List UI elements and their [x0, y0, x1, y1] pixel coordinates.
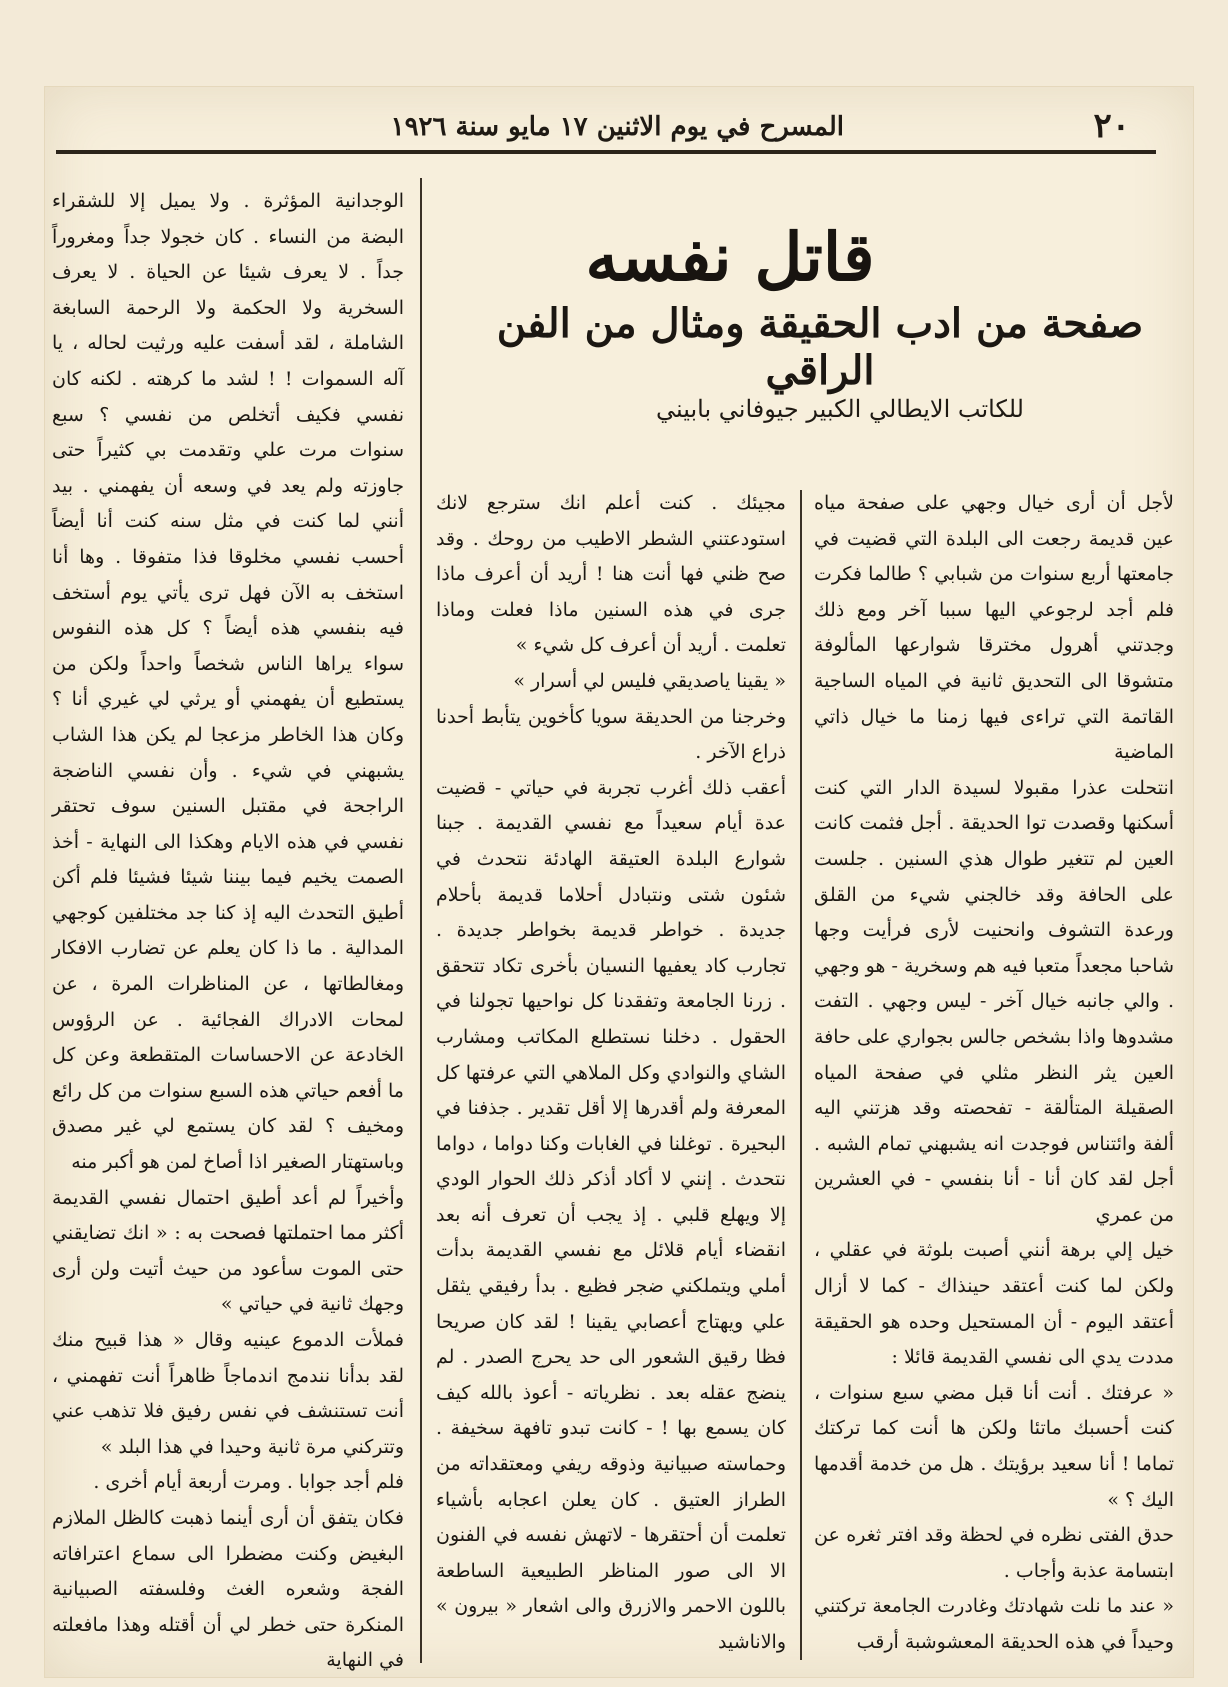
paragraph: فكان يتفق أن أرى أينما ذهبت كالظل الملازم البغيض وكنت مضطرا الى سماع اعترافاته الفجة وشعره الغث وفلسفته الصبيانية المنكرة حتى خطر لي أن أقتله وهذا مافعلته في النهاية — [52, 1506, 404, 1672]
paragraph: وخرجنا من الحديقة سويا كأخوين يتأبط أحدنا ذراع الآخر . — [436, 705, 786, 764]
paragraph: حدق الفتى نظره في لحظة وقد افتر ثغره عن ابتسامة عذبة وأجاب . — [814, 1524, 1174, 1582]
paragraph: « عند ما نلت شهادتك وغادرت الجامعة تركتني وحيداً في هذه الحديقة المعشوشبة أرقب — [814, 1595, 1174, 1653]
paragraph: « يقينا ياصديقي فليس لي أسرار » — [513, 669, 786, 692]
paragraph: الوجدانية المؤثرة . ولا يميل إلا للشقراء البضة من النساء . كان خجولا جداً ومغروراً جداً . لا يعرف شيئا عن الحياة . لا يعرف السخرية ولا الحكمة ولا الرحمة السابغة الشاملة ، لقد أسفت عليه ورثيت لحاله ، يا آله السموات ! ! لشد ما كرهته . لكنه كان نفسي فكيف أتخلص من نفسي ؟ سبع سنوات مرت علي وتقدمت بي كثيراً حتى جاوزته ولم يعد في وسعه أن يفهمني . بيد أنني لما كنت في مثل سنه كنت أنا أيضاً أحسب نفسي مخلوقا فذا متفوقا . وها أنا استخف به الآن فهل ترى يأتي يوم أستخف فيه بنفسي هذه أيضاً ؟ كل هذه النفوس سواء يراها الناس شخصاً واحداً ولكن من يستطيع أن يفهمني أو يرثي لي غيري أنا ؟ وكان هذا الخاطر مزعجا لم يكن هذا الشاب يشبهني في شيء . وأن نفسي الناضجة الراجحة في مقتبل السنين سوف تحتقر نفسي في هذه الايام وهكذا الى النهاية - أخذ الصمت يخيم فيما بيننا شيئا فشيئا فلم أكن أطيق التحدث اليه إذ كنا جد مختلفين كوجهي المدالية . ما ذا كان يعلم عن تضارب الافكار ومغالطاتها ، عن المناظرات المرة ، عن لمحات الادراك الفجائية . عن الرؤوس الخادعة عن الاحساسات المتقطعة وعن كل ما أفعم حياتي هذه السبع سنوات من كل رائع ومخيف ؟ لقد كان يستمع لي غير مصدق وباستهتار الصغير اذا أصاخ لمن هو أكبر منه — [52, 190, 404, 1174]
column-right — [814, 486, 1174, 1661]
article-subtitle: صفحة من ادب الحقيقة ومثال من الفن الراقي — [496, 300, 1144, 394]
column-left — [52, 184, 404, 1679]
article-title: قاتل نفسه — [585, 218, 875, 296]
running-head: المسرح في يوم الاثنين ١٧ مايو سنة ١٩٢٦ — [390, 112, 844, 142]
paragraph: وأخيراً لم أعد أطيق احتمال نفسي القديمة أكثر مما احتملتها فصحت به : « انك تضايقني حتى الموت سأعود من حيث أتيت ولن أرى وجهك ثانية في حياتي » — [52, 1186, 404, 1316]
paragraph: لأجل أن أرى خيال وجهي على صفحة مياه عين قديمة رجعت الى البلدة التي قضيت في جامعتها أربع سنوات من شبابي ؟ طالما فكرت فلم أجد لرجوعي اليها سببا آخر ومع ذلك وجدتني أهرول مخترقا شوارعها المألوفة متشوقا الى التحديق ثانية في المياه الساجية القاتمة التي تراءى فيها زمنا ما خيال ذاتي الماضية — [814, 492, 1174, 764]
page-header — [44, 106, 1144, 146]
column-divider — [800, 490, 802, 1660]
column-divider — [420, 178, 422, 1663]
paragraph: أعقب ذلك أغرب تجربة في حياتي - قضيت عدة أيام سعيداً مع نفسي القديمة . جبنا شوارع البلدة العتيقة الهادئة نتحدث في شئون شتى ونتبادل أحلاما قديمة بأحلام جديدة . خواطر قديمة بخواطر جديدة . تجارب كاد يعفيها النسيان بأخرى تكاد تتحقق . زرنا الجامعة وتفقدنا كل نواحيها تجولنا في الحقول . دخلنا نستطلع المكاتب ومشارب الشاي والنوادي وكل الملاهي التي عرفتها كل المعرفة ولم أقدرها إلا أقل تقدير . جذفنا في البحيرة . توغلنا في الغابات وكنا دواما ، دواما نتحدث . إنني لا أكاد أذكر ذلك الحوار الودي إلا ويهلع قلبي . إذ يجب أن تعرف أنه بعد انقضاء أيام قلائل مع نفسي القديمة بدأت أملي ويتملكني ضجر فظيع . بدأ رفيقي يثقل علي ويهتاج أعصابي يقينا ! لقد كان صريحا فظا رقيق الشعور الى حد يحرج الصدر . لم ينضج عقله بعد . نظرياته - أعوذ بالله كيف كان يسمع بها ! - كانت تبدو تافهة سخيفة . وحماسته صبيانية وذوقه ريفي ومعتقداته من الطراز العتيق . كان يعلن اعجابه بأشياء تعلمت أن أحتقرها - لاتهش نفسه في الفنون الا الى صور المناظر الطبيعية الساطعة باللون الاحمر والازرق والى اشعار « بيرون » والاناشيد — [436, 776, 786, 1653]
paragraph: خيل إلي برهة أنني أصبت بلوثة في عقلي ، ولكن لما كنت أعتقد حينذاك - كما لا أزال أعتقد اليوم - أن المستحيل وحده هو الحقيقة مددت يدي الى نفسي القديمة قائلا : — [814, 1239, 1174, 1369]
paragraph: فملأت الدموع عينيه وقال « هذا قبيح منك لقد بدأنا نندمج اندماجاً ظاهراً أنت تفهمني ، أنت تستنشف في نفس رفيق فلا تذهب عني وتتركني مرة ثانية وحيدا في هذا البلد » — [52, 1329, 404, 1458]
paragraph: انتحلت عذرا مقبولا لسيدة الدار التي كنت أسكنها وقصدت توا الحديقة . أجل فثمت كانت العين لم تتغير طوال هذي السنين . جلست على الحافة وقد خالجني شيء من القلق ورعدة التشوف وانحنيت لأرى فرأيت وجها شاحبا مجعداً متعبا فيه هم وسخرية - هو وجهي . والي جانبه خيال آخر - ليس وجهي . التفت مشدوها واذا بشخص جالس بجواري على حافة العين يثر النظر مثلي في صفحة المياه الصقيلة المتألقة - تفحصته وقد هزتني اليه ألفة وائتناس فوجدت انه يشبهني تمام الشبه . أجل لقد كان أنا - أنا بنفسي - في العشرين من عمري — [814, 776, 1174, 1226]
article-byline: للكاتب الايطالي الكبير جيوفاني بابيني — [655, 395, 1024, 423]
paragraph: مجيئك . كنت أعلم انك سترجع لانك استودعتني الشطر الاطيب من روحك . وقد صح ظني فها أنت هنا ! أريد أن أعرف ماذا جرى في هذه السنين ماذا فعلت وماذا تعلمت . أريد أن أعرف كل شيء » — [436, 492, 786, 657]
column-middle — [436, 486, 786, 1661]
header-rule — [56, 150, 1156, 154]
paragraph: فلم أجد جوابا . ومرت أربعة أيام أخرى . — [93, 1471, 404, 1494]
page-number: ٢٠ — [1093, 106, 1130, 146]
paragraph: « عرفتك . أنت أنا قبل مضي سبع سنوات ، كنت أحسبك ماتئا ولكن ها أنت كما تركتك تماما ! أنا سعيد برؤيتك . هل من خدمة أقدمها اليك ؟ » — [814, 1381, 1174, 1511]
